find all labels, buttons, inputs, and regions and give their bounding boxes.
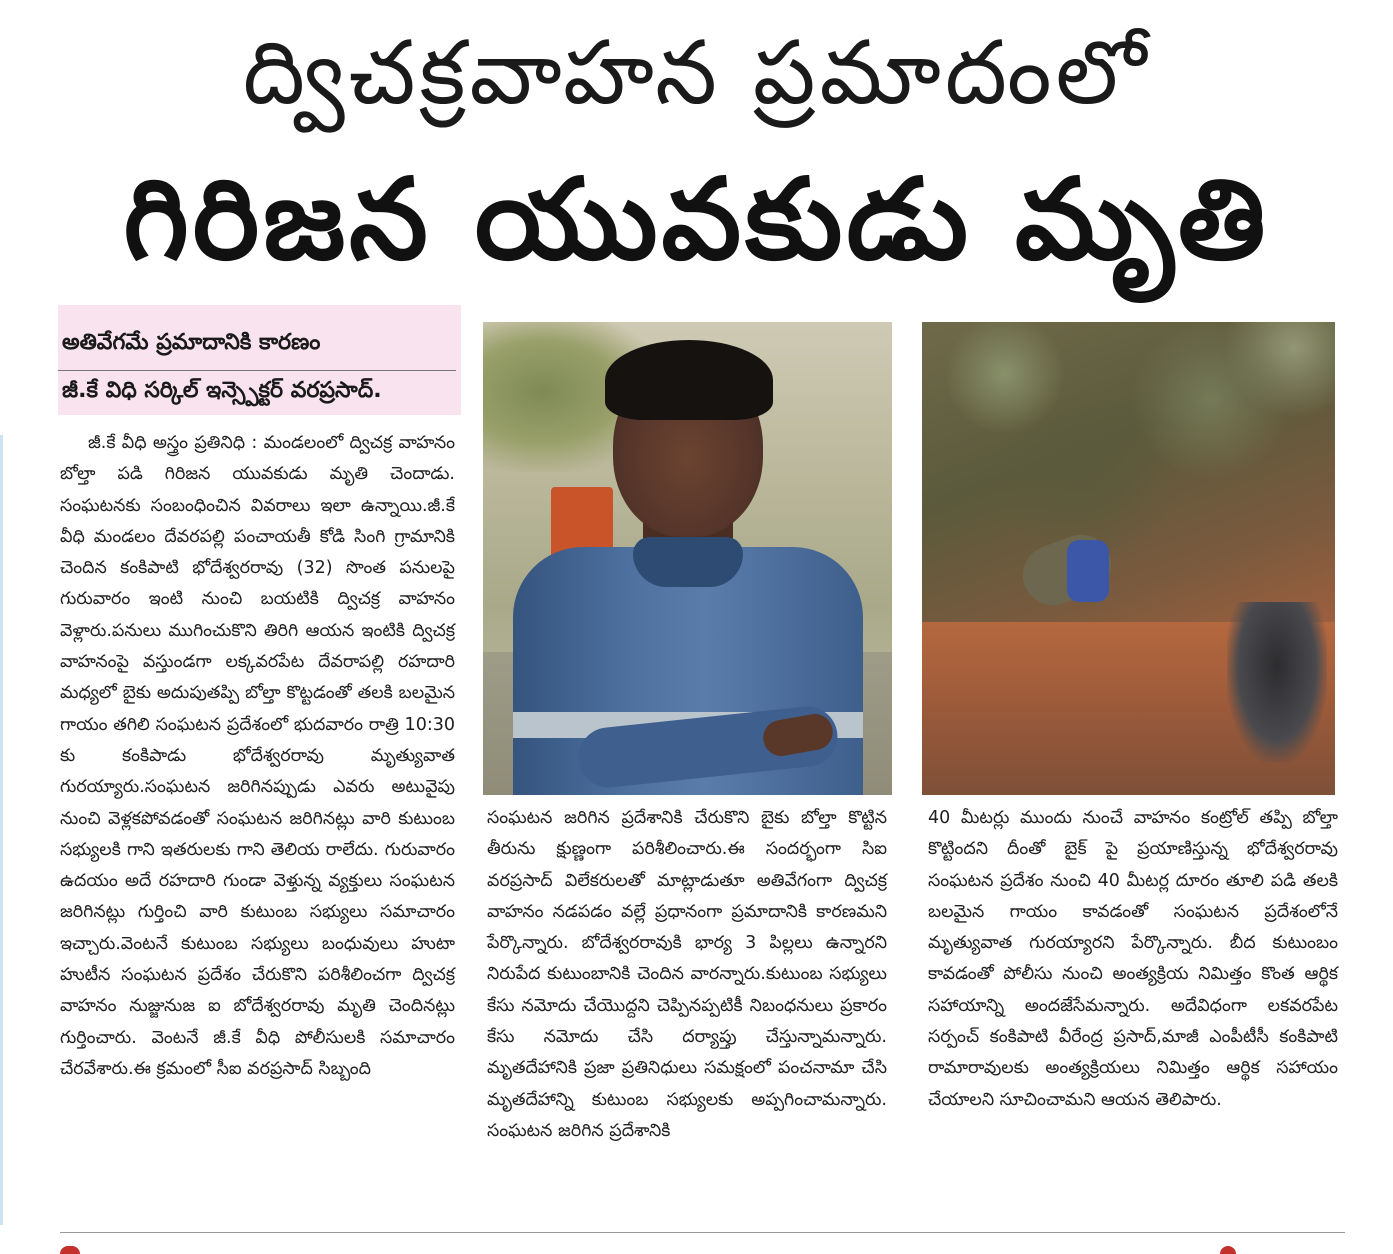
person-hair [605, 340, 773, 420]
margin-accent-bar [0, 435, 3, 1225]
article-column-3 [928, 803, 1338, 1116]
headline-line-1: ద్విచక్రవాహన ప్రమాదంలో [242, 21, 1151, 124]
page-marker-right [1220, 1246, 1236, 1254]
shirt-collar [633, 537, 743, 587]
headline-line-2: గిరిజన యువకుడు మృతి [123, 155, 1270, 285]
victim-portrait-photo [483, 322, 892, 795]
article-paragraph: 40 మీటర్లు ముందు నుంచే వాహనం కంట్రోల్ తప్పి బోల్తా కొట్టిందని దీంతో బైక్ పై ప్రయాణిస్తున్న భోదేశ్వరరావు సంఘటన ప్రదేశం నుంచి 40 మీటర్ల దూరం తూలి పడి తలకి బలమైన గాయం కావడంతో సంఘటన ప్రదేశంలోనే మృత్యువాత గురయ్యారని పేర్కొన్నారు. బీద కుటుంబం కావడంతో పోలీసు నుంచి అంత్యక్రియ నిమిత్తం కొంత ఆర్థిక సహాయాన్ని అందజేసేమన్నారు. అదేవిధంగా లకవరపేట సర్పంచ్ కంకిపాటి వీరేంద్ర ప్రసాద్,మాజీ ఎంపీటీసీ కంకిపాటి రామారావులకు అంత్యక్రియలు నిమిత్తం ఆర్థిక సహాయం చేయాలని సూచించామని ఆయన తెలిపారు. [928, 808, 1338, 1110]
page-marker-left [60, 1246, 80, 1254]
subhead-divider [58, 370, 456, 371]
crashed-motorbike [1227, 602, 1327, 762]
article-paragraph: సంఘటన జరిగిన ప్రదేశానికి చేరుకొని బైకు బోల్తా కొట్టిన తీరును క్షుణ్ణంగా పరిశీలించారు.ఈ సందర్భంగా సిఐ వరప్రసాద్ విలేకరులతో మాట్లాడుతూ అతివేగంగా ద్విచక్ర వాహనం నడపడం వల్లే ప్రధానంగా ప్రమాదానికి కారణమని పేర్కొన్నారు. బోదేశ్వరరావుకి భార్య 3 పిల్లలు ఉన్నారని నిరుపేద కుటుంబానికి చెందిన వారన్నారు.కుటుంబ సభ్యులు కేసు నమోదు చేయొద్దని చెప్పినప్పటికీ నిబంధనులు ప్రకారం కేసు నమోదు చేసి దర్యాప్తు చేస్తున్నామన్నారు. మృతదేహానికి ప్రజా ప్రతినిధులు సమక్షంలో పంచనామా చేసి మృతదేహాన్ని కుటుంబ సభ్యులకు అప్పగించామన్నారు. సంఘటన జరిగిన ప్రదేశానికి [487, 808, 887, 1141]
subhead-cause: అతివేగమే ప్రమాదానికి కారణం [62, 330, 321, 355]
bottom-divider [60, 1232, 1345, 1233]
accident-scene-photo [922, 322, 1335, 795]
article-column-1 [60, 428, 455, 1085]
subhead-inspector: జీ.కే విధి సర్కిల్ ఇన్స్పెక్టర్ వరప్రసాద్. [62, 378, 382, 403]
article-paragraph: జీ.కే వీధి అస్త్రం ప్రతినిధి : మండలంలో ద్విచక్ర వాహనం బోల్తా పడి గిరిజన యువకుడు మృతి చెందాడు. సంఘటనకు సంబంధించిన వివరాలు ఇలా ఉన్నాయి.జీ.కే వీధి మండలం దేవరపల్లి పంచాయతీ కోడి సింగి గ్రామానికి చెందిన కంకిపాటి భోదేశ్వరరావు (32) సొంత పనులపై గురువారం ఇంటి నుంచి బయటికి ద్విచక్ర వాహనం వెళ్లారు.పనులు ముగించుకొని తిరిగి ఆయన ఇంటికి ద్విచక్ర వాహనంపై వస్తుండగా లక్కవరపేట దేవరాపల్లి రహదారి మధ్యలో బైకు అదుపుతప్పి బోల్తా కొట్టడంతో తలకి బలమైన గాయం తగిలి సంఘటన ప్రదేశంలో భుదవారం రాత్రి 10:30 కు కంకిపాడు భోదేశ్వరరావు మృత్యువాత గురయ్యారు.సంఘటన జరిగినప్పుడు ఎవరు అటువైపు నుంచి వెళ్లకపోవడంతో సంఘటన జరిగినట్లు వారి కుటుంబ సభ్యులకి గాని ఇతరులకు గాని తెలియ రాలేదు. గురువారం ఉదయం అదే రహదారి గుండా వెళ్తున్న వ్యక్తులు సంఘటన జరిగినట్లు గుర్తించి వారి కుటుంబ సభ్యులు సమాచారం ఇచ్చారు.వెంటనే కుటుంబ సభ్యులు బంధువులు హుటా హుటీన సంఘటన ప్రదేశం చేరుకొని పరిశీలించగా ద్విచక్ర వాహనం నుజ్జునుజ ఐ బోదేశ్వరరావు మృతి చెందినట్లు గుర్తించారు. వెంటనే జీ.కే వీధి పోలీసులకి సమాచారం చేరవేశారు.ఈ క్రమంలో సీఐ వరప్రసాద్ సిబ్బంది [60, 433, 455, 1079]
roadside-bushes [922, 322, 1335, 582]
fallen-person-shirt [1067, 540, 1109, 602]
article-column-2 [487, 803, 887, 1147]
